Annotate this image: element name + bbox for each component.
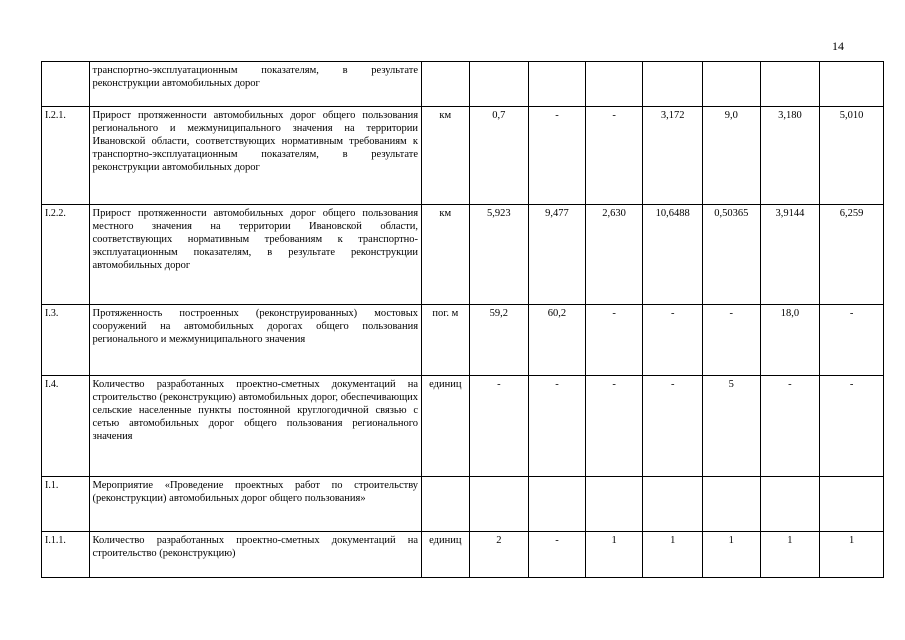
row-value <box>820 477 884 532</box>
row-value <box>529 62 586 107</box>
table-row <box>42 205 884 305</box>
row-value: - <box>529 376 586 477</box>
row-description: Количество разработанных проектно-сметных документаций на строительство (реконструкцию) <box>89 532 422 578</box>
row-code: I.4. <box>42 376 90 477</box>
row-value: - <box>703 305 761 376</box>
row-value: 0,50365 <box>703 205 761 305</box>
row-value: - <box>760 376 820 477</box>
row-unit: единиц <box>422 376 470 477</box>
row-value <box>643 62 703 107</box>
row-code: I.2.1. <box>42 107 90 205</box>
row-unit: км <box>422 107 470 205</box>
table-row <box>42 376 884 477</box>
row-value <box>760 62 820 107</box>
row-value: 1 <box>760 532 820 578</box>
row-value: 3,172 <box>643 107 703 205</box>
row-value: - <box>585 107 643 205</box>
row-value <box>703 62 761 107</box>
row-value <box>469 62 529 107</box>
row-unit <box>422 62 470 107</box>
row-unit: единиц <box>422 532 470 578</box>
row-description: Прирост протяженности автомобильных дорог общего пользования регионального и межмуниципального значения на территории Ивановской области, соответствующих нормативным требованиям к транспортно-эксплуатационным показателям, в результате реконструкции автомобильных дорог <box>89 107 422 205</box>
row-value <box>585 62 643 107</box>
row-value <box>643 477 703 532</box>
row-code: I.1.1. <box>42 532 90 578</box>
table-row <box>42 305 884 376</box>
page-number: 14 <box>832 39 844 53</box>
row-value <box>469 477 529 532</box>
row-value: 1 <box>643 532 703 578</box>
row-value: - <box>643 376 703 477</box>
row-value: 5 <box>703 376 761 477</box>
row-value: - <box>585 305 643 376</box>
table-row <box>42 62 884 107</box>
row-value <box>585 477 643 532</box>
row-description: Протяженность построенных (реконструированных) мостовых сооружений на автомобильных дорогах общего пользования регионального и межмуниципального значения <box>89 305 422 376</box>
row-value: 6,259 <box>820 205 884 305</box>
row-value <box>703 477 761 532</box>
row-description: транспортно-эксплуатационным показателям, в результате реконструкции автомобильных дорог <box>89 62 422 107</box>
row-value: 1 <box>585 532 643 578</box>
indicators-table <box>41 61 884 578</box>
row-code: I.1. <box>42 477 90 532</box>
row-value <box>529 477 586 532</box>
row-value: - <box>820 376 884 477</box>
row-value: 0,7 <box>469 107 529 205</box>
row-value: 1 <box>820 532 884 578</box>
row-value: - <box>529 532 586 578</box>
row-unit: км <box>422 205 470 305</box>
table-row <box>42 477 884 532</box>
row-value: 59,2 <box>469 305 529 376</box>
row-code: I.3. <box>42 305 90 376</box>
row-value: 18,0 <box>760 305 820 376</box>
row-value: 9,0 <box>703 107 761 205</box>
row-value: - <box>529 107 586 205</box>
row-value: 9,477 <box>529 205 586 305</box>
row-value: 5,923 <box>469 205 529 305</box>
row-unit <box>422 477 470 532</box>
row-value: - <box>643 305 703 376</box>
row-value: 3,9144 <box>760 205 820 305</box>
row-value: 3,180 <box>760 107 820 205</box>
row-value: 2,630 <box>585 205 643 305</box>
row-description: Мероприятие «Проведение проектных работ по строительству (реконструкции) автомобильных дорог общего пользования» <box>89 477 422 532</box>
row-value: - <box>585 376 643 477</box>
row-unit: пог. м <box>422 305 470 376</box>
table-row <box>42 532 884 578</box>
row-value: 60,2 <box>529 305 586 376</box>
row-value: 10,6488 <box>643 205 703 305</box>
row-value: 5,010 <box>820 107 884 205</box>
table-row <box>42 107 884 205</box>
row-value: - <box>469 376 529 477</box>
row-code: I.2.2. <box>42 205 90 305</box>
row-description: Прирост протяженности автомобильных дорог общего пользования местного значения на территории Ивановской области, соответствующих нормативным требованиям к транспортно-эксплуатационным показателям, в результате реконструкции автомобильных дорог <box>89 205 422 305</box>
row-value: 2 <box>469 532 529 578</box>
row-value: - <box>820 305 884 376</box>
row-code <box>42 62 90 107</box>
row-description: Количество разработанных проектно-сметных документаций на строительство (реконструкцию) автомобильных дорог, обеспечивающих сельские населенные пункты постоянной круглогодичной связью с сетью автомобильных дорог общего пользования регионального значения <box>89 376 422 477</box>
row-value <box>820 62 884 107</box>
row-value <box>760 477 820 532</box>
row-value: 1 <box>703 532 761 578</box>
